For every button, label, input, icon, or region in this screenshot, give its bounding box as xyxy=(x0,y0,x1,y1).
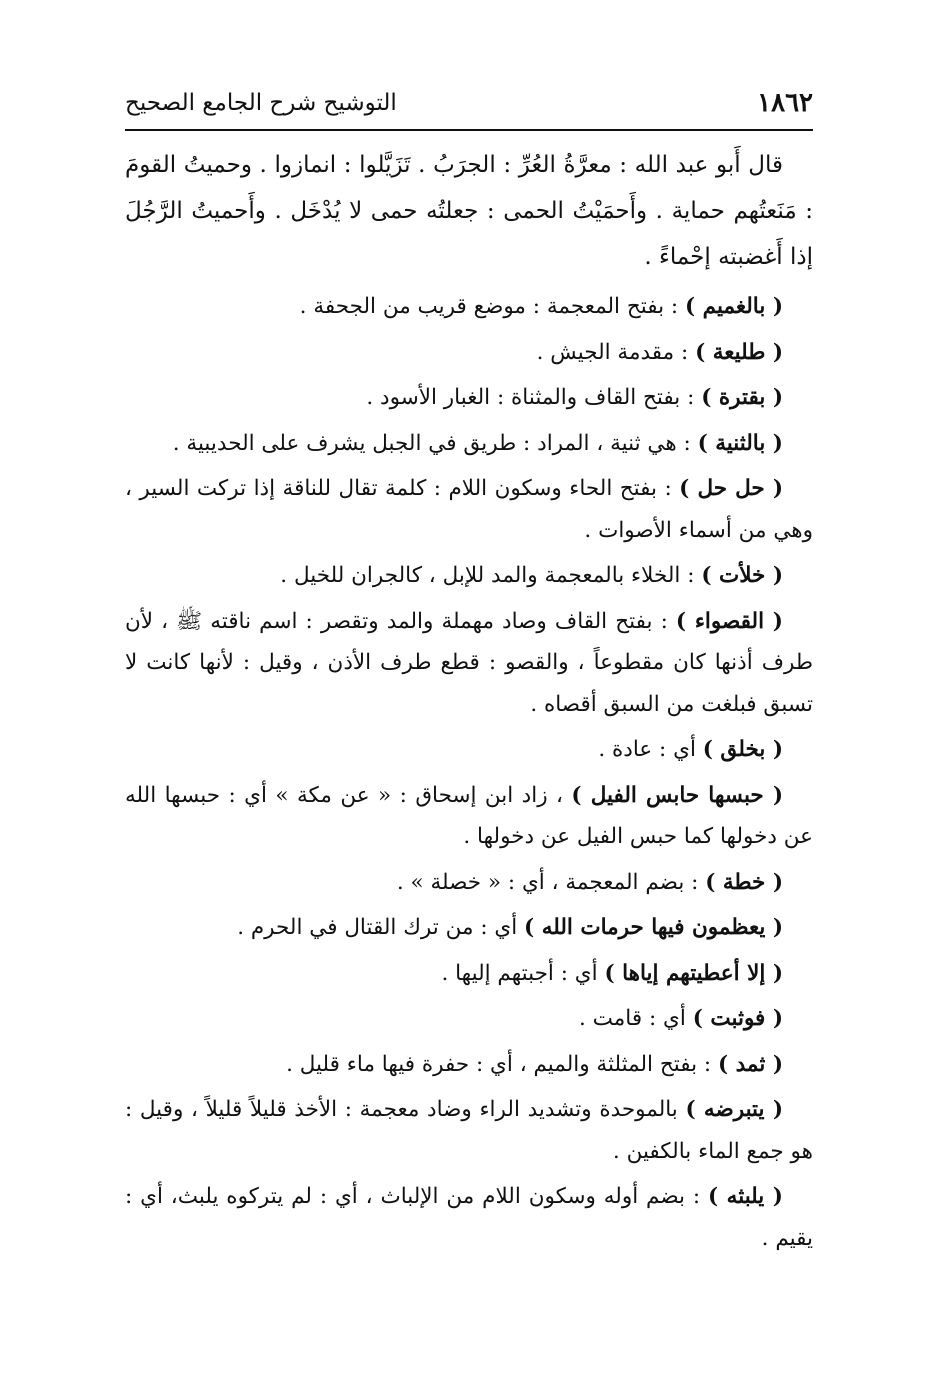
gloss-term: ( فوثبت ) xyxy=(692,1006,783,1031)
header-rule xyxy=(125,129,813,131)
gloss-entry xyxy=(125,1044,813,1086)
gloss-text: : بفتح المثلثة والميم ، أي : حفرة فيها ماء قليل . xyxy=(286,1051,718,1077)
gloss-term: ( بقترة ) xyxy=(701,385,783,410)
gloss-text: : بفتح القاف والمثناة : الغبار الأسود . xyxy=(366,385,702,410)
commentary-body xyxy=(125,142,813,1259)
gloss-term: ( يعظمون فيها حرمات الله ) xyxy=(524,915,783,940)
gloss-entry xyxy=(125,729,813,771)
gloss-text: ، زاد ابن إسحاق : « عن مكة » أي : حبسها الله عن دخولها كما حبس الفيل عن دخولها . xyxy=(125,782,813,849)
gloss-entry xyxy=(125,377,813,419)
gloss-text: أي : عادة . xyxy=(598,737,703,762)
gloss-text: : بضم أوله وسكون اللام من الإلباث ، أي : لم يتركوه يلبث، أي : يقيم . xyxy=(125,1184,813,1251)
gloss-term: ( ثمد ) xyxy=(717,1051,783,1077)
gloss-text: : هي ثنية ، المراد : طريق في الجبل يشرف على الحديبية . xyxy=(172,430,698,456)
gloss-text: : الخلاء بالمعجمة والمد للإبل ، كالجران للخيل . xyxy=(280,563,702,588)
gloss-term: ( حبسها حابس الفيل ) xyxy=(571,782,783,808)
gloss-entry xyxy=(125,907,813,949)
gloss-entry xyxy=(125,953,813,995)
gloss-text: : مقدمة الجيش . xyxy=(536,339,696,365)
gloss-text: : بفتح القاف وصاد مهملة والمد وتقصر : اسم ناقته ﷺ ، لأن طرف أذنها كان مقطوعاً ، والقصو : قطع طرف الأذن ، وقيل : لأنها كانت لا تسبق فبلغت من السبق أقصاه . xyxy=(125,608,813,717)
gloss-entry xyxy=(125,862,813,904)
gloss-entry xyxy=(125,468,813,551)
gloss-term: ( بخلق ) xyxy=(702,737,783,762)
gloss-entry xyxy=(125,423,813,465)
gloss-entry xyxy=(125,775,813,858)
page-header xyxy=(125,88,813,124)
gloss-entry xyxy=(125,286,813,328)
gloss-term: ( بالثنية ) xyxy=(697,430,783,456)
gloss-text: بالموحدة وتشديد الراء وضاد معجمة : الأخذ قليلاً قليلاً ، وقيل : هو جمع الماء بالكفين . xyxy=(125,1097,813,1164)
gloss-text: : بفتح المعجمة : موضع قريب من الجحفة . xyxy=(299,294,685,319)
gloss-text: : بفتح الحاء وسكون اللام : كلمة تقال للناقة إذا تركت السير ، وهي من أسماء الأصوات . xyxy=(125,476,813,543)
gloss-entry xyxy=(125,1176,813,1259)
gloss-term: ( خطة ) xyxy=(705,869,783,895)
gloss-text: أي : من ترك القتال في الحرم . xyxy=(237,915,525,940)
gloss-term: ( يلبثه ) xyxy=(707,1184,783,1209)
gloss-term: ( يتبرضه ) xyxy=(685,1097,784,1122)
page-number: ١٨٦٢ xyxy=(757,88,813,118)
gloss-text: : بضم المعجمة ، أي : « خصلة » . xyxy=(396,869,706,895)
gloss-term: ( القصواء ) xyxy=(675,608,783,634)
gloss-text: أي : قامت . xyxy=(579,1006,693,1031)
gloss-entry xyxy=(125,555,813,597)
gloss-entry xyxy=(125,601,813,726)
gloss-text: أي : أجبتهم إليها . xyxy=(441,960,605,986)
gloss-entry xyxy=(125,332,813,374)
gloss-term: ( خلأت ) xyxy=(701,563,783,588)
gloss-term: ( بالغميم ) xyxy=(685,294,783,319)
gloss-entry xyxy=(125,1089,813,1172)
intro-paragraph: قال أَبو عبد الله : معرَّةُ العُرِّ : الجرَبُ . تَزَيَّلوا : انمازوا . وحميتُ القومَ : مَنَعتُهم حماية . وأَحمَيْتُ الحمى : جعلتُه حمى لا يُدْخَل . وأَحميتُ الرَّجُلَ إذا أَغضبته إحْماءً . xyxy=(125,152,813,270)
gloss-term: ( حل حل ) xyxy=(679,476,783,501)
running-title: التوشيح شرح الجامع الصحيح xyxy=(125,90,397,116)
gloss-term: ( إلا أعطيتهم إياها ) xyxy=(604,960,783,986)
gloss-term: ( طليعة ) xyxy=(695,339,783,365)
gloss-entry xyxy=(125,998,813,1040)
